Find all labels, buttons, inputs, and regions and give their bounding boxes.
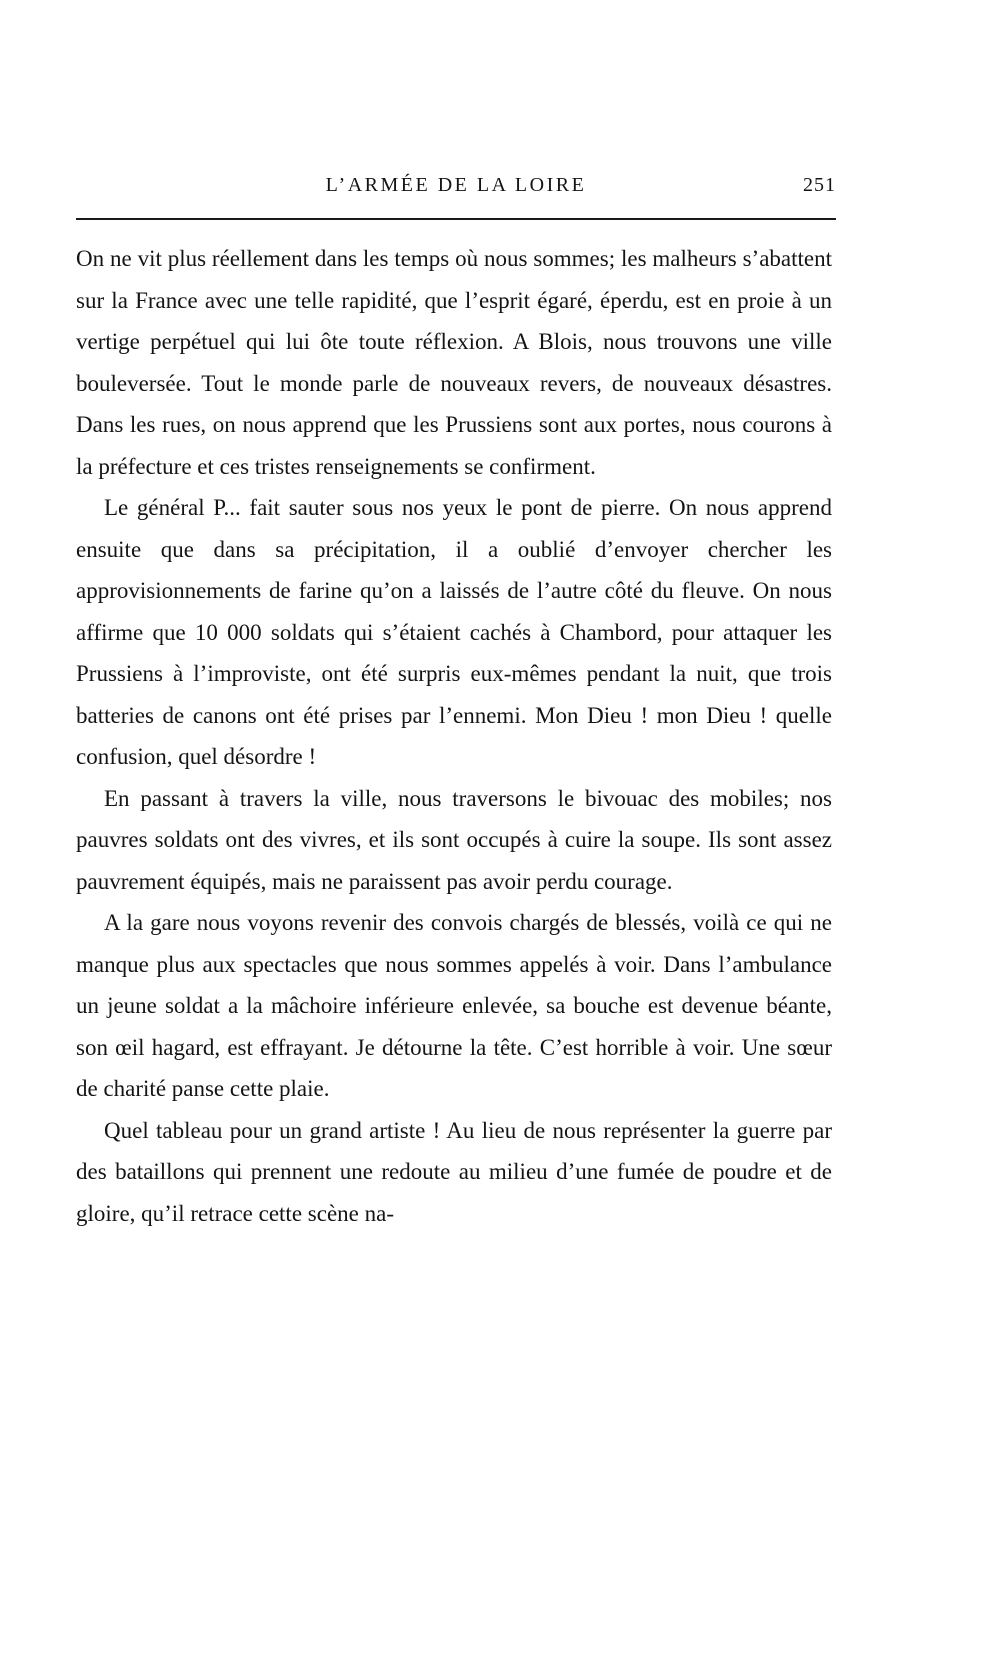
running-header	[76, 174, 836, 204]
paragraph: A la gare nous voyons revenir des convois chargés de blessés, voilà ce qui ne manque plus aux spectacles que nous sommes appelés à voir. Dans l’ambulance un jeune soldat a la mâchoire inférieure enlevée, sa bouche est devenue béante, son œil hagard, est effrayant. Je détourne la tête. C’est horrible à voir. Une sœur de charité panse cette plaie.	[76, 910, 832, 1101]
header-rule	[76, 218, 836, 220]
paragraph: En passant à travers la ville, nous traversons le bivouac des mobiles; nos pauvres soldats ont des vivres, et ils sont occupés à cuire la soupe. Ils sont assez pauvrement équipés, mais ne paraissent pas avoir perdu courage.	[76, 785, 832, 894]
running-title: L’ARMÉE DE LA LOIRE	[325, 174, 587, 196]
body-text	[76, 238, 832, 1234]
paragraph: Le général P... fait sauter sous nos yeux le pont de pierre. On nous apprend ensuite que dans sa précipitation, il a oublié d’envoyer chercher les approvisionnements de farine qu’on a laissés de l’autre côté du fleuve. On nous affirme que 10 000 soldats qui s’étaient cachés à Chambord, pour attaquer les Prussiens à l’improviste, ont été surpris eux-mêmes pendant la nuit, que trois batteries de canons ont été prises par l’ennemi. Mon Dieu ! mon Dieu ! quelle confusion, quel désordre !	[76, 495, 832, 769]
paragraph: On ne vit plus réellement dans les temps où nous sommes; les malheurs s’abattent sur la France avec une telle rapidité, que l’esprit égaré, éperdu, est en proie à un vertige perpétuel qui lui ôte toute réflexion. A Blois, nous trouvons une ville bouleversée. Tout le monde parle de nouveaux revers, de nouveaux désastres. Dans les rues, on nous apprend que les Prussiens sont aux portes, nous courons à la préfecture et ces tristes renseignements se confirment.	[76, 246, 832, 479]
paragraph: Quel tableau pour un grand artiste ! Au lieu de nous représenter la guerre par des bataillons qui prennent une redoute au milieu d’une fumée de poudre et de gloire, qu’il retrace cette scène na-	[76, 1117, 832, 1226]
page-number: 251	[803, 174, 836, 196]
